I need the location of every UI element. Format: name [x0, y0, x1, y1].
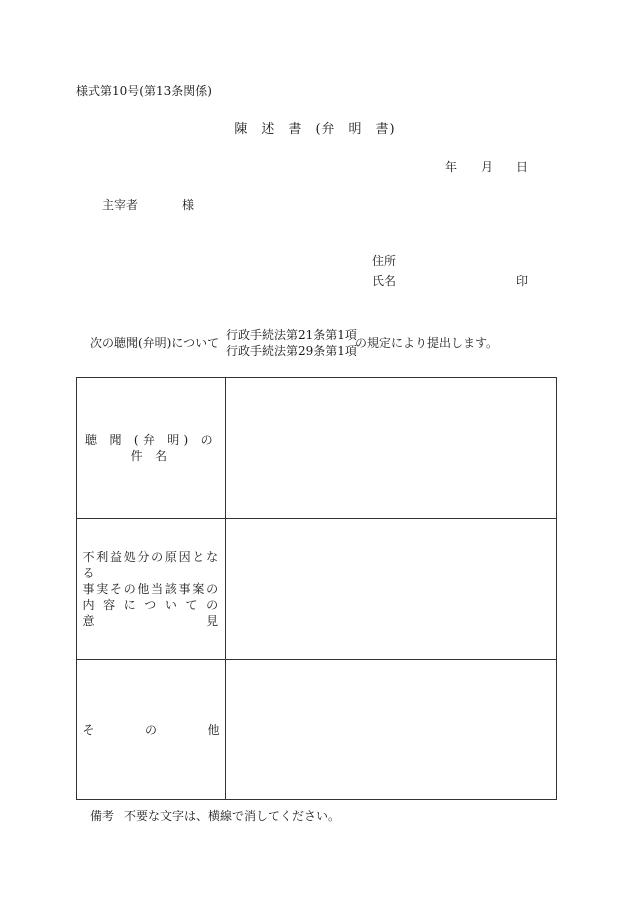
opinion-label-line: 内 容 に つ い て の 意 見 [82, 598, 220, 628]
hearing-title-label-cell [77, 378, 225, 518]
title-char: 書) [375, 122, 396, 137]
other-label-char: 他 [207, 722, 220, 737]
title-char: 書 [288, 122, 303, 137]
hearing-title-field[interactable] [226, 378, 556, 518]
seal-label: 印 [516, 274, 529, 288]
other-label [83, 722, 220, 738]
form-number: 様式第10号(第13条関係) [76, 84, 212, 98]
table-row [77, 660, 556, 799]
note-text: 不要な文字は、横線で消してください。 [124, 809, 341, 823]
law-option-29: 行政手続法第29条第1項 [226, 344, 357, 358]
other-field[interactable] [226, 660, 556, 799]
opinion-label-line: 不利益処分の原因となる [82, 550, 220, 580]
note-label: 備考 [90, 809, 115, 823]
hearing-title-label: 聴 聞 (弁 明) の 件 名 [85, 433, 217, 463]
title-char: 明 [348, 122, 363, 137]
date-month-label: 月 [481, 160, 494, 174]
address-label: 住所 [372, 254, 397, 268]
other-label-char: の [144, 722, 157, 737]
document-title [0, 123, 630, 136]
other-label-cell [77, 660, 225, 799]
table-row [77, 519, 556, 660]
opinion-label [83, 549, 220, 629]
title-char: 陳 [234, 122, 249, 137]
intro-suffix: の規定により提出します。 [355, 336, 499, 350]
date-year-label: 年 [445, 160, 458, 174]
date-day-label: 日 [516, 160, 529, 174]
title-char: (弁 [315, 122, 336, 137]
law-option-21: 行政手続法第21条第1項 [226, 328, 357, 342]
intro-prefix: 次の聴聞(弁明)について [90, 336, 220, 350]
opinion-label-line: 事実その他当該事案の [82, 582, 220, 596]
opinion-field[interactable] [226, 519, 556, 659]
name-label: 氏名 [372, 274, 397, 288]
addressee-honorific: 様 [182, 198, 195, 212]
opinion-label-cell [77, 519, 225, 659]
statement-table [76, 377, 557, 800]
table-row [77, 378, 556, 519]
addressee-name: 主宰者 [102, 198, 139, 212]
other-label-char: そ [82, 722, 95, 737]
title-char: 述 [261, 122, 276, 137]
